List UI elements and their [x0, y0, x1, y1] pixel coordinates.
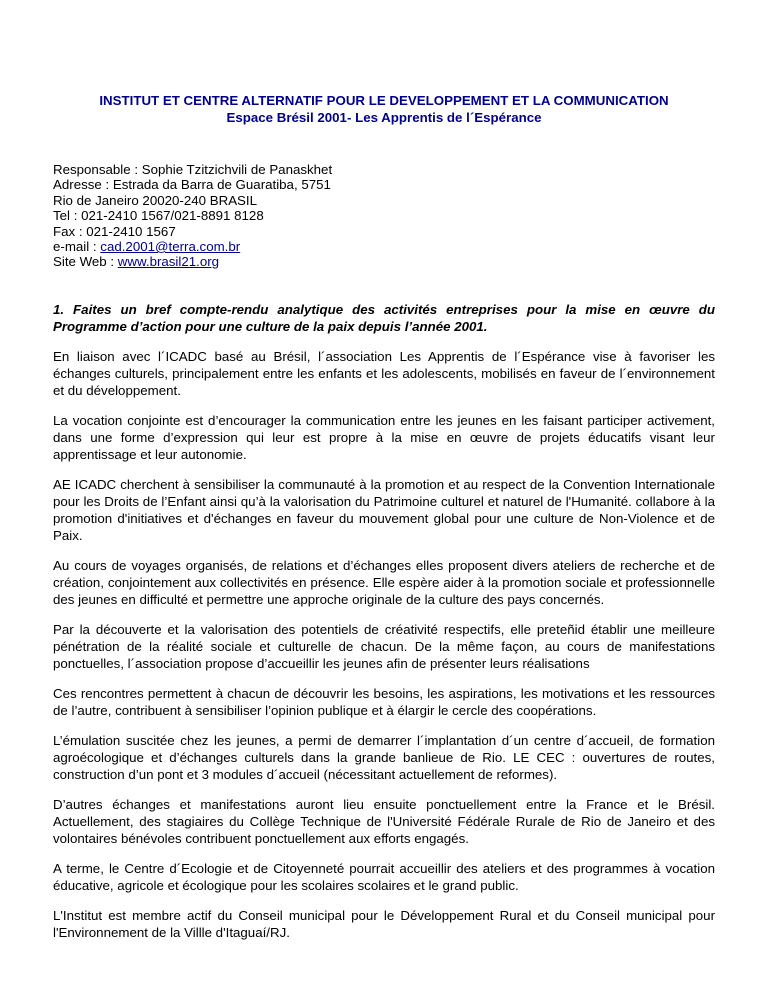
email-link[interactable]: cad.2001@terra.com.br [100, 239, 241, 255]
contact-email-row [53, 239, 715, 254]
paragraph-10: L'Institut est membre actif du Conseil municipal pour le Développement Rural et du Conseil municipal pour l'Environnement de la Villle d'Itaguaí/RJ. [53, 907, 715, 940]
document-subtitle: Espace Brésil 2001- Les Apprentis de l´Espérance [226, 110, 542, 125]
contact-ville: Rio de Janeiro 20020-240 BRASIL [53, 192, 258, 208]
document-header [53, 92, 715, 126]
paragraph-4: Au cours de voyages organisés, de relations et d’échanges elles proposent divers ateliers de recherche et de création, conjointement aux collectivités en présence. Elle espère aider à la promotion sociale et professionnelle des jeunes en difficulté et permettre une approche originale de la culture des pays concernés. [53, 557, 715, 607]
paragraph-8: D’autres échanges et manifestations auront lieu ensuite ponctuellement entre la France et le Brésil. Actuellement, des stagiaires du Collège Technique de l'Université Fédérale Rurale de Rio de Janeiro et des volontaires bénévoles contribuent ponctuellement aux efforts engagés. [53, 796, 715, 846]
contact-fax: Fax : 021-2410 1567 [53, 223, 176, 239]
question-heading: 1. Faites un bref compte-rendu analytique des activités entreprises pour la mise en œuvre du Programme d’action pour une culture de la paix depuis l’année 2001. [53, 301, 715, 334]
document-page [53, 0, 715, 941]
contact-adresse: Adresse : Estrada da Barra de Guaratiba, 5751 [53, 177, 331, 193]
website-link[interactable]: www.brasil21.org [117, 254, 220, 270]
email-label: e-mail : [53, 239, 101, 255]
contact-tel: Tel : 021-2410 1567/021-8891 8128 [53, 208, 264, 224]
paragraph-5: Par la découverte et la valorisation des potentiels de créativité respectifs, elle preteñid établir une meilleure pénétration de la réalité sociale et culturelle de chacun. De la même façon, au cours de manifestations ponctuelles, l´association propose d’accueillir les jeunes afin de présenter leurs réalisations [53, 621, 715, 671]
paragraph-3: AE ICADC cherchent à sensibiliser la communauté à la promotion et au respect de la Convention Internationale pour les Droits de l’Enfant ainsi qu’à la valorisation du Patrimoine culturel et naturel de l'Humanité. collabore à la promotion d'initiatives et d'échanges en faveur du mouvement global pour une culture de Non-Violence et de Paix. [53, 476, 715, 543]
paragraph-7: L’émulation suscitée chez les jeunes, a permi de demarrer l´implantation d´un centre d´accueil, de formation agroécologique et d’échanges culturels dans la grande banlieue de Rio. LE CEC : ouvertures de routes, construction d’un pont et 3 modules d´accueil (nécessitant actuellement de reformes). [53, 732, 715, 782]
contact-block [53, 162, 715, 270]
document-title: INSTITUT ET CENTRE ALTERNATIF POUR LE DEVELOPPEMENT ET LA COMMUNICATION [99, 93, 669, 108]
web-label: Site Web : [53, 254, 118, 270]
paragraph-9: A terme, le Centre d´Ecologie et de Citoyenneté pourrait accueillir des ateliers et des programmes à vocation éducative, agricole et écologique pour les scolaires scolaires et le grand public. [53, 860, 715, 893]
paragraph-1: En liaison avec l´ICADC basé au Brésil, l´association Les Apprentis de l´Espérance vise à favoriser les échanges culturels, principalement entre les enfants et les adolescents, mobilisés en faveur de l´environnement et du développement. [53, 348, 715, 398]
paragraph-6: Ces rencontres permettent à chacun de découvrir les besoins, les aspirations, les motivations et les ressources de l’autre, contribuent à sensibiliser l’opinion publique et à élargir le cercle des coopérations. [53, 685, 715, 718]
contact-responsable: Responsable : Sophie Tzitzichvili de Panaskhet [53, 162, 333, 177]
paragraph-2: La vocation conjointe est d’encourager la communication entre les jeunes en les faisant participer activement, dans une forme d’expression qui leur est propre à la mise en œuvre de projets éducatifs visant leur apprentissage et leur autonomie. [53, 412, 715, 462]
contact-web-row [53, 254, 715, 269]
